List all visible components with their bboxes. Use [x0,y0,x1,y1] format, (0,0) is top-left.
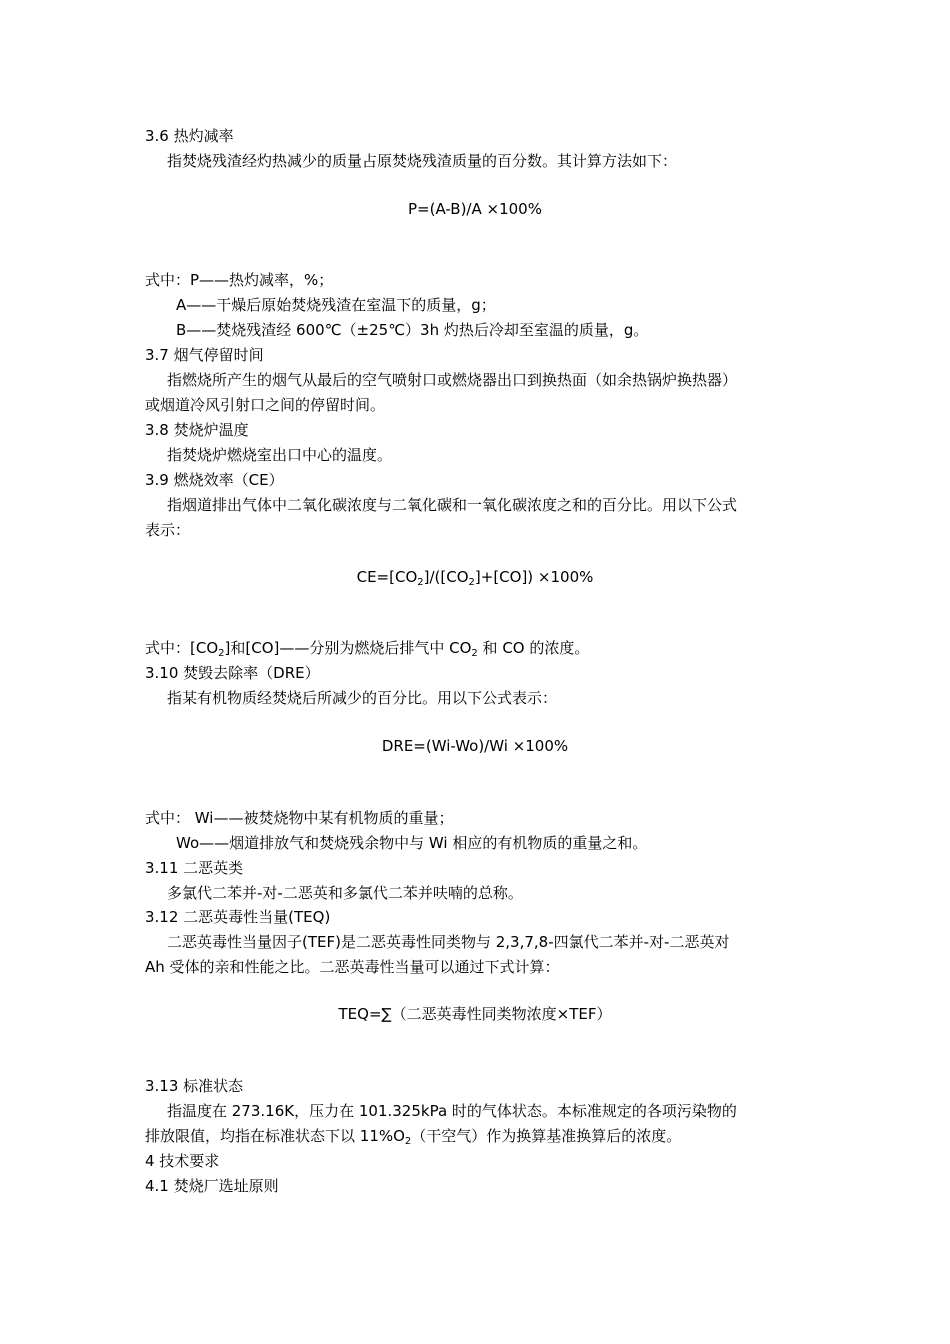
section-3-7-line-1: 指燃烧所产生的烟气从最后的空气喷射口或燃烧器出口到换热面（如余热锅炉换热器） [167,371,738,389]
where-b: B——焚烧残渣经 600℃（±25℃）3h 灼热后冷却至室温的质量，g。 [176,321,649,339]
section-3-11-heading: 3.11 二恶英类 [145,859,244,877]
section-3-12-heading: 3.12 二恶英毒性当量(TEQ) [145,908,331,926]
section-3-8-heading: 3.8 焚烧炉温度 [145,421,249,439]
section-3-10-description: 指某有机物质经焚烧后所减少的百分比。用以下公式表示： [167,689,558,707]
section-3-12-line-1: 二恶英毒性当量因子(TEF)是二恶英毒性同类物与 2,3,7,8-四氯代二苯并-对-二恶英对 [167,933,730,951]
formula-teq: TEQ=∑（二恶英毒性同类物浓度×TEF） [338,1005,612,1023]
section-3-6-heading: 3.6 热灼减率 [145,127,234,145]
section-3-9-line-1: 指烟道排出气体中二氧化碳浓度与二氧化碳和一氧化碳浓度之和的百分比。用以下公式 [167,496,738,514]
section-3-6-description: 指焚烧残渣经灼热减少的质量占原焚烧残渣质量的百分数。其计算方法如下： [167,152,678,170]
where-p: 式中：P——热灼减率，%； [145,271,334,289]
section-3-13-heading: 3.13 标准状态 [145,1077,244,1095]
section-3-7-line-2: 或烟道冷风引射口之间的停留时间。 [145,396,386,414]
section-4-1-heading: 4.1 焚烧厂选址原则 [145,1177,279,1195]
section-3-8-description: 指焚烧炉燃烧室出口中心的温度。 [167,446,393,464]
formula-ce: $CE=[CO_2]/([CO_2]+[CO]) \times 100\%$ [356,568,594,588]
formula-p: P=(A-B)/A ×100% [408,200,542,218]
section-3-11-description: 多氯代二苯并-对-二恶英和多氯代二苯并呋喃的总称。 [167,884,523,902]
where-ce: 式中：$[CO_2]$和[CO]——分别为燃烧后排气中 $CO_2$ 和 CO 的浓度。 [145,639,590,659]
where-wi: 式中： Wi——被焚烧物中某有机物质的重量； [145,809,454,827]
section-3-13-line-2: 排放限值，均指在标准状态下以 $11\%O_2$（干空气）作为换算基准换算后的浓度。 [145,1127,682,1147]
section-3-7-heading: 3.7 烟气停留时间 [145,346,264,364]
section-3-9-heading: 3.9 燃烧效率（CE） [145,471,284,489]
section-3-13-line-1: 指温度在 273.16K，压力在 101.325kPa 时的气体状态。本标准规定的各项污染物的 [167,1102,737,1120]
where-a: A——干燥后原始焚烧残渣在室温下的质量，g； [176,296,496,314]
section-3-10-heading: 3.10 焚毁去除率（DRE） [145,664,320,682]
section-3-12-line-2: Ah 受体的亲和性能之比。二恶英毒性当量可以通过下式计算： [145,958,560,976]
section-3-9-line-2: 表示： [145,521,191,539]
section-4-heading: 4 技术要求 [145,1152,220,1170]
formula-dre: DRE=(Wi-Wo)/Wi ×100% [381,737,569,755]
where-wo: Wo——烟道排放气和焚烧残余物中与 Wi 相应的有机物质的重量之和。 [176,834,648,852]
